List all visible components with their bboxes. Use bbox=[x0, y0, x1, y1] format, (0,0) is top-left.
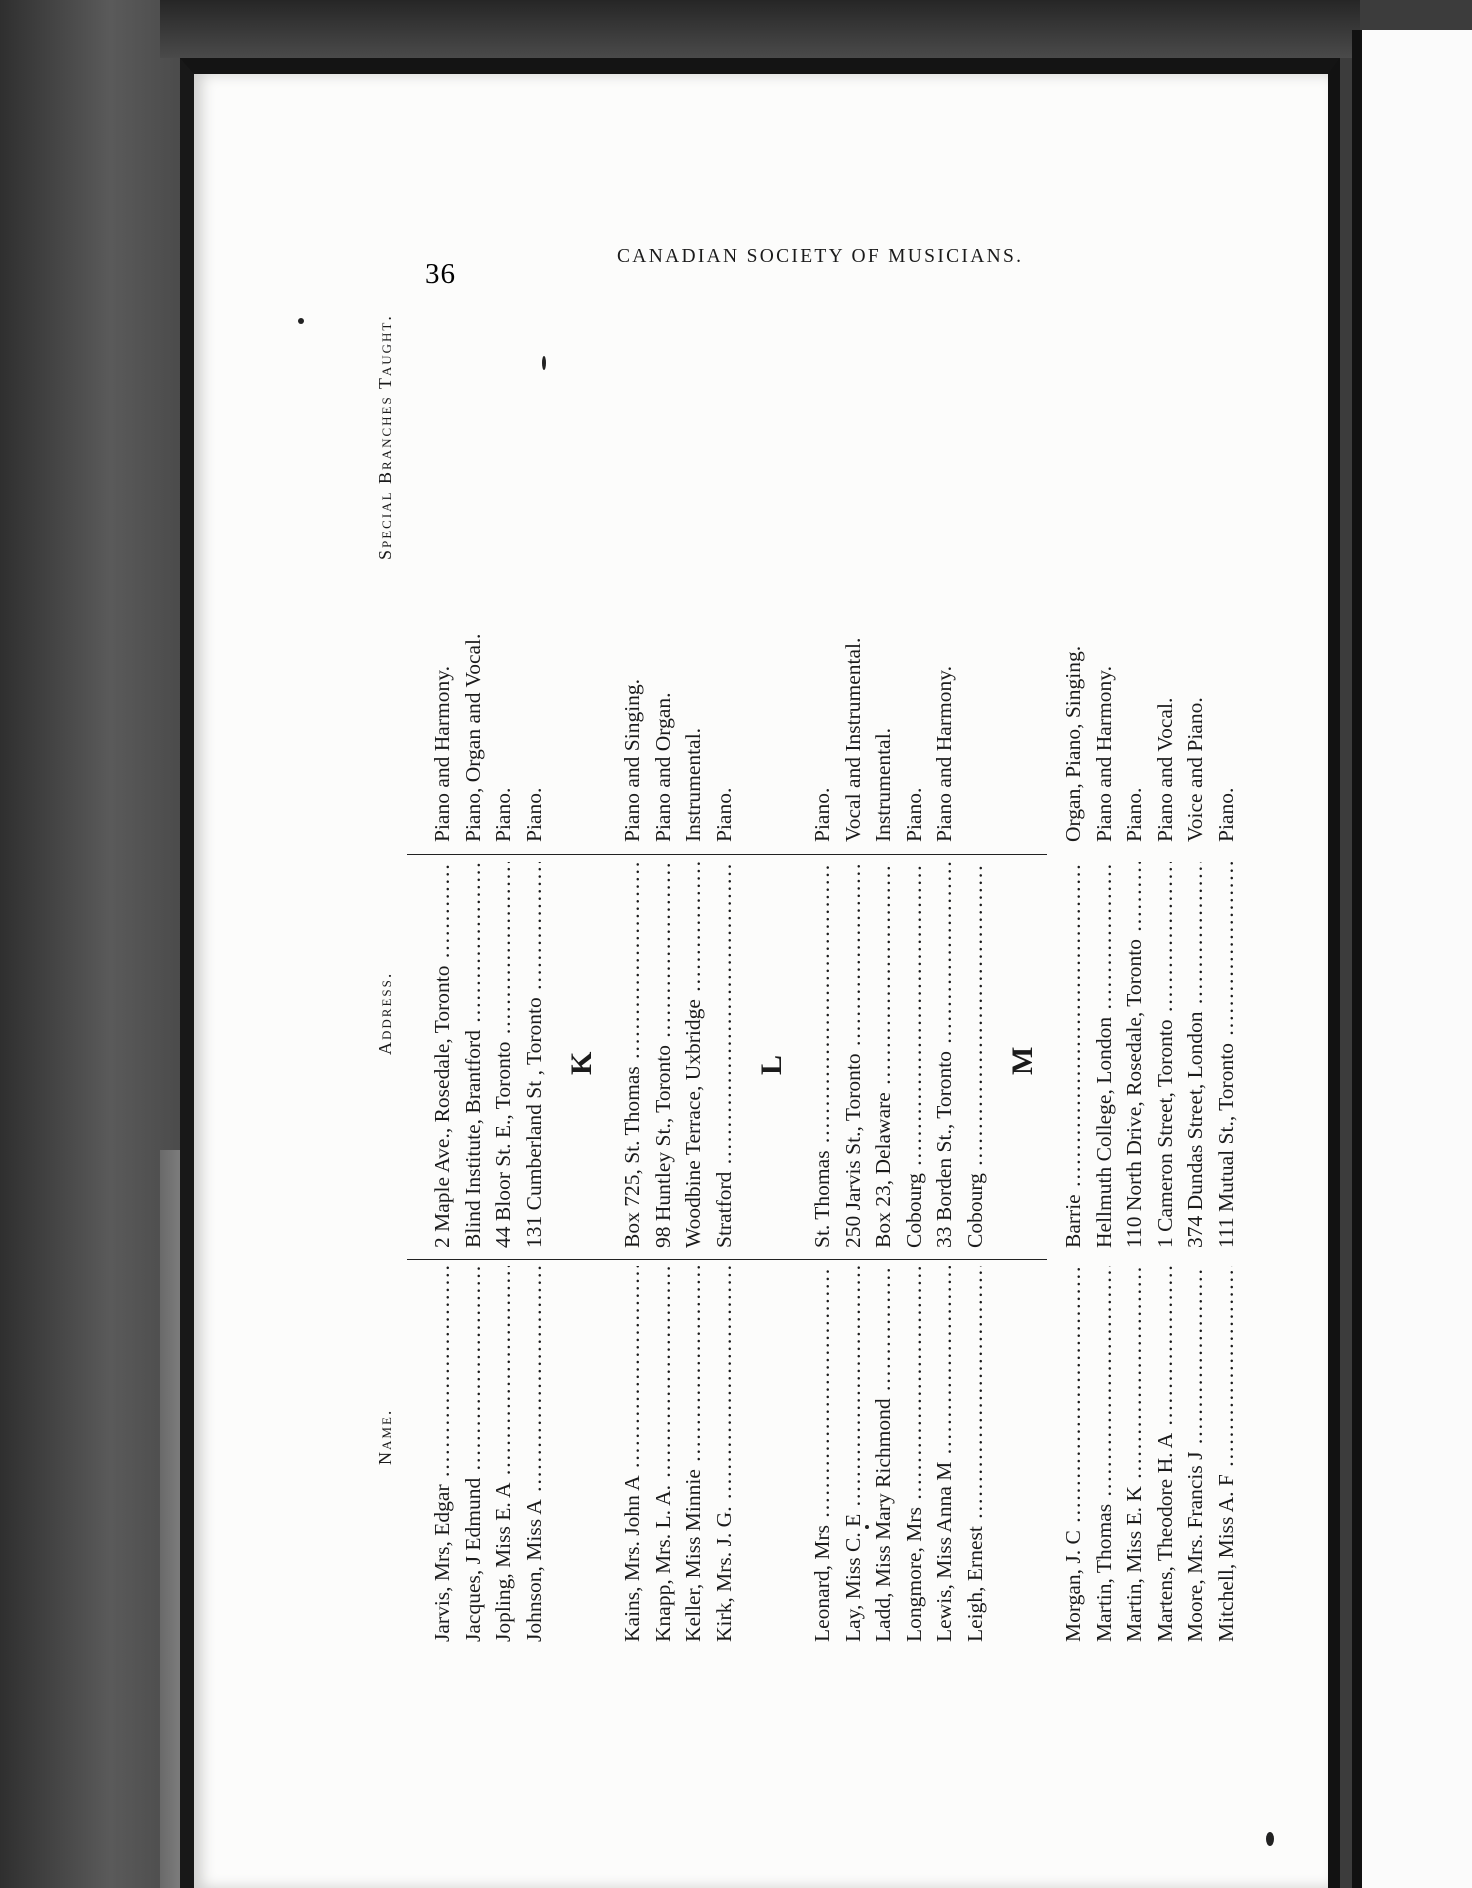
member-name: Kains, Mrs. John A ..... bbox=[617, 1266, 647, 1642]
section-letter-label: L bbox=[755, 1054, 788, 1075]
member-address: 374 Dundas Street, London ..... bbox=[1180, 862, 1210, 1248]
member-row bbox=[519, 240, 549, 1660]
section-letter-label: M bbox=[1006, 1046, 1039, 1075]
member-name: Moore, Mrs. Francis J ..... bbox=[1180, 1266, 1210, 1642]
member-branches: Piano. bbox=[901, 787, 926, 842]
member-row bbox=[648, 240, 678, 1660]
speck bbox=[1266, 1832, 1274, 1846]
member-address: 110 North Drive, Rosedale, Toronto ..... bbox=[1119, 862, 1149, 1248]
member-branches: Piano and Harmony. bbox=[932, 666, 956, 842]
member-address: Cobourg ..... bbox=[899, 862, 929, 1248]
member-row bbox=[1211, 240, 1241, 1660]
member-name: Jopling, Miss E. A ..... bbox=[488, 1266, 518, 1642]
speck bbox=[298, 318, 304, 324]
member-address: St. Thomas ..... bbox=[807, 862, 837, 1248]
member-row bbox=[427, 240, 457, 1660]
speck bbox=[542, 356, 546, 370]
member-row bbox=[617, 240, 647, 1660]
page-shadow bbox=[160, 0, 1360, 58]
member-name: Leigh, Ernest ..... bbox=[960, 1266, 990, 1642]
member-address: Woodbine Terrace, Uxbridge ..... bbox=[678, 862, 708, 1248]
member-address: Hellmuth College, London ..... bbox=[1089, 862, 1119, 1248]
member-address: 2 Maple Ave., Rosedale, Toronto ..... bbox=[427, 862, 457, 1248]
member-name: Mitchell, Miss A. F ..... bbox=[1211, 1266, 1241, 1642]
member-name: Martin, Miss E. K ..... bbox=[1119, 1266, 1149, 1642]
section-letter-label: K bbox=[565, 1051, 598, 1075]
member-name: Martens, Theodore H. A ..... bbox=[1150, 1266, 1180, 1642]
member-name: Jarvis, Mrs, Edgar ..... bbox=[427, 1266, 457, 1642]
member-branches: Piano. bbox=[1122, 787, 1146, 842]
member-address: Blind Institute, Brantford ..... bbox=[458, 862, 488, 1248]
member-name: Martin, Thomas ..... bbox=[1089, 1266, 1119, 1642]
member-address: 131 Cumberland St , Toronto ..... bbox=[519, 862, 549, 1248]
member-branches: Instrumental. bbox=[871, 727, 895, 842]
member-name: Keller, Miss Minnie ..... bbox=[678, 1266, 708, 1642]
member-address: 33 Borden St., Toronto ..... bbox=[929, 862, 959, 1248]
member-row bbox=[488, 240, 518, 1660]
section-letter bbox=[567, 240, 597, 1660]
member-row bbox=[678, 240, 708, 1660]
member-branches: Piano. bbox=[491, 787, 515, 842]
member-branches: Piano and Singing. bbox=[620, 678, 644, 842]
member-row bbox=[709, 240, 739, 1660]
member-branches: Piano. bbox=[810, 787, 834, 842]
member-branches: Piano. bbox=[711, 787, 736, 842]
member-address: 250 Jarvis St., Toronto ..... bbox=[838, 862, 868, 1248]
member-name: Jacques, J Edmund ..... bbox=[458, 1266, 488, 1642]
member-name: Lay, Miss C. E ..... bbox=[838, 1266, 868, 1642]
member-row bbox=[838, 240, 868, 1660]
member-address: 44 Bloor St. E., Toronto ..... bbox=[488, 862, 518, 1248]
member-name: Lewis, Miss Anna M ..... bbox=[929, 1266, 959, 1642]
column-header-address: Address. bbox=[375, 971, 395, 1055]
member-branches: Voice and Piano. bbox=[1183, 697, 1207, 842]
member-branches: Instrumental. bbox=[681, 727, 705, 842]
column-header-name: Name. bbox=[375, 1408, 395, 1465]
member-address: Box 725, St. Thomas ..... bbox=[617, 862, 647, 1248]
member-row bbox=[1119, 240, 1149, 1660]
member-row bbox=[1089, 240, 1119, 1660]
member-address: Stratford ..... bbox=[709, 862, 739, 1248]
member-row bbox=[1058, 240, 1088, 1660]
member-row bbox=[960, 240, 990, 1660]
member-address: Cobourg ..... bbox=[960, 862, 990, 1248]
member-name: Leonard, Mrs ..... bbox=[807, 1266, 837, 1642]
member-branches: Vocal and Instrumental. bbox=[840, 637, 865, 842]
section-letter bbox=[757, 240, 787, 1660]
member-address: Barrie ..... bbox=[1058, 862, 1088, 1248]
member-address: Box 23, Delaware ..... bbox=[868, 862, 898, 1248]
member-row bbox=[929, 240, 959, 1660]
member-branches: Piano and Harmony. bbox=[430, 666, 454, 842]
member-branches: Piano. bbox=[1213, 787, 1238, 842]
member-branches: Piano, Organ and Vocal. bbox=[460, 633, 485, 842]
member-row bbox=[807, 240, 837, 1660]
member-branches: Piano and Harmony. bbox=[1091, 666, 1116, 842]
facing-page-edge bbox=[1352, 30, 1472, 1888]
member-branches: Piano. bbox=[521, 787, 546, 842]
member-name: Johnson, Miss A ..... bbox=[519, 1266, 549, 1642]
member-address: 98 Huntley St., Toronto ..... bbox=[648, 862, 678, 1248]
running-head: CANADIAN SOCIETY OF MUSICIANS. bbox=[617, 246, 1024, 267]
member-name: Longmore, Mrs ..... bbox=[899, 1266, 929, 1642]
section-letter bbox=[1008, 240, 1038, 1660]
member-branches: Piano and Organ. bbox=[650, 692, 675, 842]
member-name: Morgan, J. C ..... bbox=[1058, 1266, 1088, 1642]
member-name: Kirk, Mrs. J. G. ..... bbox=[709, 1266, 739, 1642]
column-header-special-branches: Special Branches Taught. bbox=[375, 314, 395, 560]
member-address: 1 Cameron Street, Toronto ..... bbox=[1150, 862, 1180, 1248]
member-row bbox=[868, 240, 898, 1660]
member-name: Knapp, Mrs. L. A. ..... bbox=[648, 1266, 678, 1642]
speck bbox=[865, 1525, 869, 1529]
member-row bbox=[1150, 240, 1180, 1660]
member-address: 111 Mutual St., Toronto ..... bbox=[1211, 862, 1241, 1248]
member-row bbox=[1180, 240, 1210, 1660]
member-row bbox=[899, 240, 929, 1660]
page-number: 36 bbox=[425, 258, 456, 290]
member-row bbox=[458, 240, 488, 1660]
member-directory bbox=[375, 240, 1247, 1660]
member-branches: Organ, Piano, Singing. bbox=[1061, 645, 1085, 842]
member-name: Ladd, Miss Mary Richmond ..... bbox=[868, 1266, 898, 1642]
member-branches: Piano and Vocal. bbox=[1152, 697, 1177, 842]
